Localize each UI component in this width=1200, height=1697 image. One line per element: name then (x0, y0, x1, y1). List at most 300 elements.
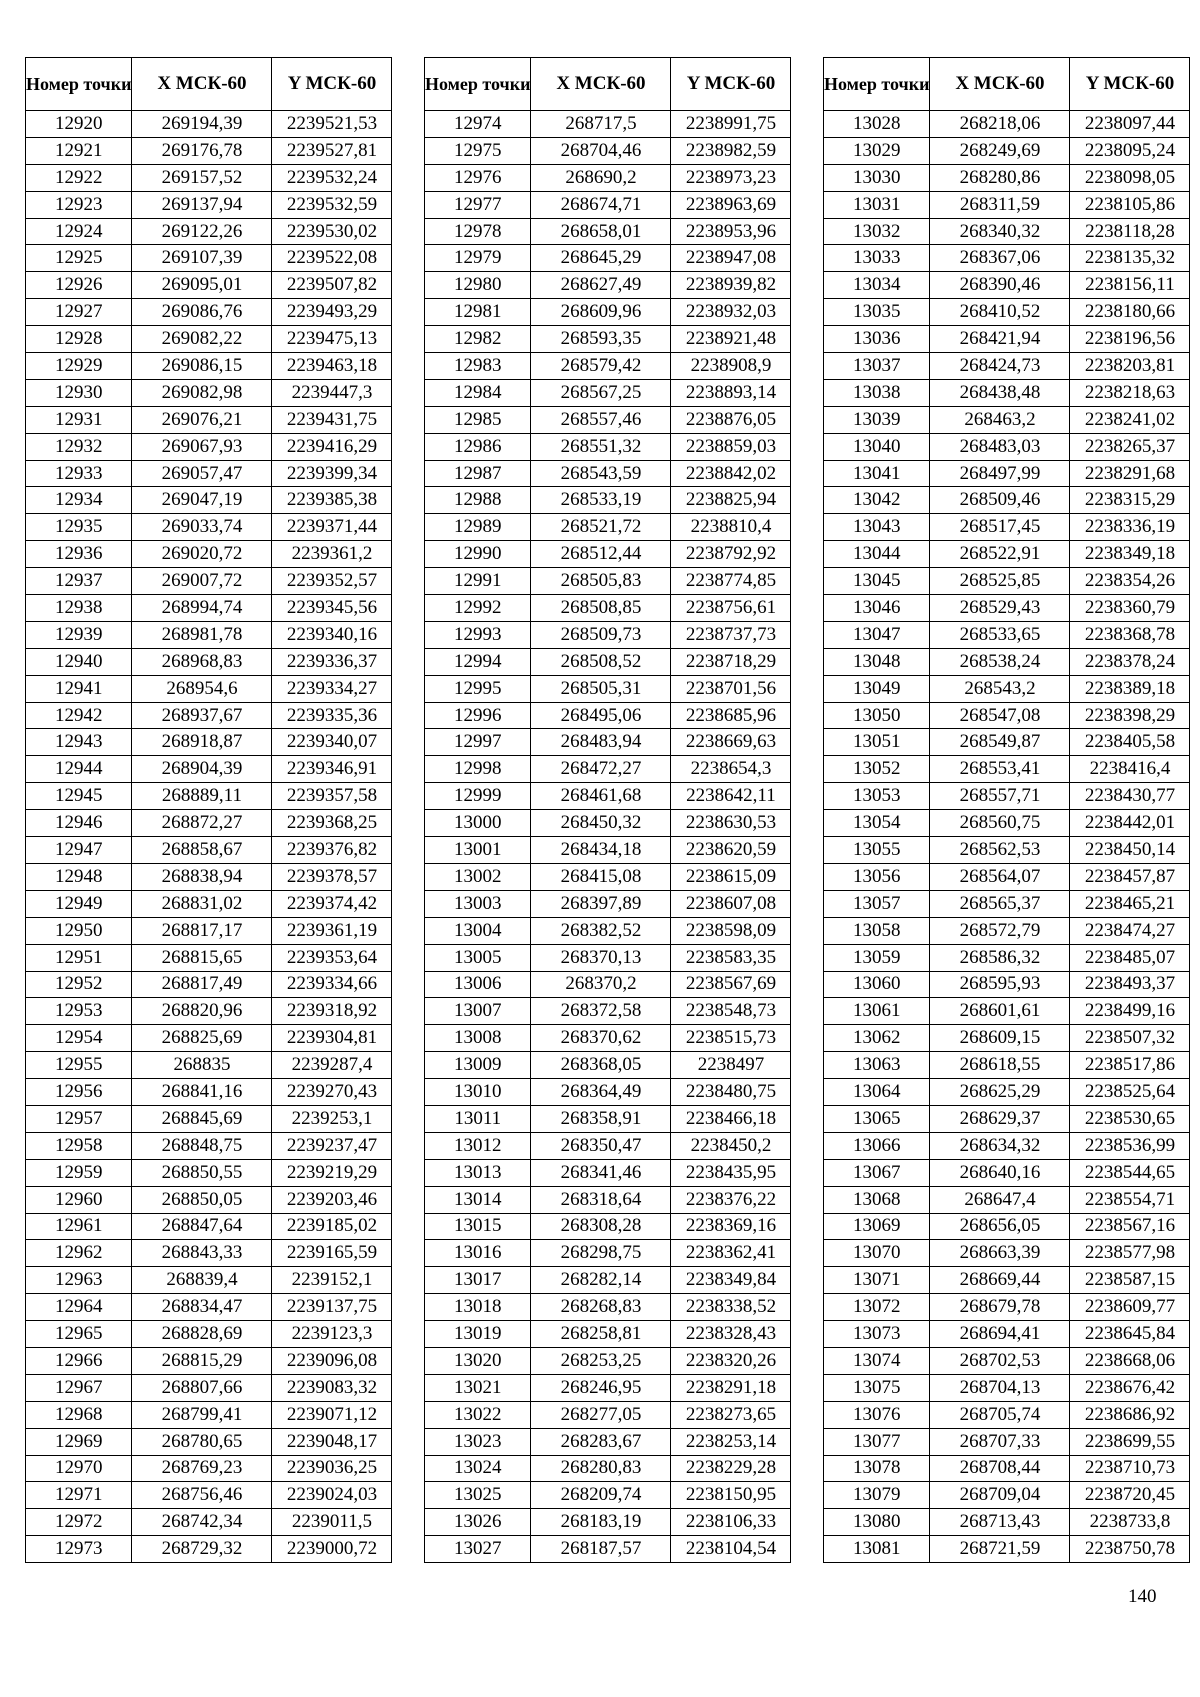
point-number-cell: 12957 (26, 1105, 132, 1132)
table-row (26, 595, 392, 622)
point-number-cell: 12956 (26, 1079, 132, 1106)
x-coordinate-cell: 268370,62 (531, 1025, 671, 1052)
point-number-cell: 13048 (824, 648, 930, 675)
x-coordinate-cell: 269157,52 (132, 164, 272, 191)
point-number-cell: 12980 (425, 272, 531, 299)
table-row (824, 1025, 1190, 1052)
y-coordinate-cell: 2239371,44 (272, 514, 392, 541)
table-row (824, 944, 1190, 971)
table-row (824, 1213, 1190, 1240)
y-coordinate-cell: 2239399,34 (272, 460, 392, 487)
column-header-y: Y МСК-60 (671, 58, 791, 111)
table-row (26, 1052, 392, 1079)
point-number-cell: 13036 (824, 326, 930, 353)
x-coordinate-cell: 268183,19 (531, 1509, 671, 1536)
y-coordinate-cell: 2238416,4 (1070, 756, 1190, 783)
point-number-cell: 12931 (26, 406, 132, 433)
y-coordinate-cell: 2238474,27 (1070, 917, 1190, 944)
x-coordinate-cell: 268918,87 (132, 729, 272, 756)
table-row (824, 1374, 1190, 1401)
y-coordinate-cell: 2238218,63 (1070, 379, 1190, 406)
y-coordinate-cell: 2238450,2 (671, 1132, 791, 1159)
point-number-cell: 12963 (26, 1267, 132, 1294)
x-coordinate-cell: 268799,41 (132, 1401, 272, 1428)
y-coordinate-cell: 2239463,18 (272, 353, 392, 380)
y-coordinate-cell: 2238480,75 (671, 1079, 791, 1106)
y-coordinate-cell: 2238095,24 (1070, 137, 1190, 164)
point-number-cell: 12960 (26, 1186, 132, 1213)
point-number-cell: 13034 (824, 272, 930, 299)
point-number-cell: 13073 (824, 1321, 930, 1348)
y-coordinate-cell: 2238229,28 (671, 1455, 791, 1482)
x-coordinate-cell: 269122,26 (132, 218, 272, 245)
x-coordinate-cell: 268367,06 (930, 245, 1070, 272)
table-row (26, 1213, 392, 1240)
point-number-cell: 12954 (26, 1025, 132, 1052)
x-coordinate-cell: 268382,52 (531, 917, 671, 944)
y-coordinate-cell: 2238450,14 (1070, 837, 1190, 864)
y-coordinate-cell: 2238156,11 (1070, 272, 1190, 299)
table-row (425, 1132, 791, 1159)
y-coordinate-cell: 2239340,16 (272, 621, 392, 648)
table-row (824, 379, 1190, 406)
x-coordinate-cell: 268679,78 (930, 1294, 1070, 1321)
y-coordinate-cell: 2239270,43 (272, 1079, 392, 1106)
point-number-cell: 12934 (26, 487, 132, 514)
point-number-cell: 13029 (824, 137, 930, 164)
y-coordinate-cell: 2238620,59 (671, 837, 791, 864)
x-coordinate-cell: 268521,72 (531, 514, 671, 541)
y-coordinate-cell: 2239431,75 (272, 406, 392, 433)
table-row (824, 1240, 1190, 1267)
table-row (26, 433, 392, 460)
point-number-cell: 12927 (26, 299, 132, 326)
table-row (26, 971, 392, 998)
point-number-cell: 13039 (824, 406, 930, 433)
point-number-cell: 13059 (824, 944, 930, 971)
point-number-cell: 13008 (425, 1025, 531, 1052)
table-row (425, 191, 791, 218)
y-coordinate-cell: 2239361,19 (272, 917, 392, 944)
point-number-cell: 12991 (425, 568, 531, 595)
point-number-cell: 13014 (425, 1186, 531, 1213)
y-coordinate-cell: 2239447,3 (272, 379, 392, 406)
x-coordinate-cell: 268560,75 (930, 810, 1070, 837)
point-number-cell: 13060 (824, 971, 930, 998)
table-row (425, 917, 791, 944)
table-row (824, 191, 1190, 218)
y-coordinate-cell: 2239532,59 (272, 191, 392, 218)
y-coordinate-cell: 2239237,47 (272, 1132, 392, 1159)
y-coordinate-cell: 2238893,14 (671, 379, 791, 406)
x-coordinate-cell: 268609,15 (930, 1025, 1070, 1052)
table-row (824, 729, 1190, 756)
table-row (425, 1347, 791, 1374)
header-row (824, 58, 1190, 111)
point-number-cell: 13056 (824, 863, 930, 890)
x-coordinate-cell: 268904,39 (132, 756, 272, 783)
x-coordinate-cell: 268268,83 (531, 1294, 671, 1321)
x-coordinate-cell: 268364,49 (531, 1079, 671, 1106)
x-coordinate-cell: 268640,16 (930, 1159, 1070, 1186)
y-coordinate-cell: 2238876,05 (671, 406, 791, 433)
point-number-cell: 13009 (425, 1052, 531, 1079)
x-coordinate-cell: 268209,74 (531, 1482, 671, 1509)
y-coordinate-cell: 2238389,18 (1070, 675, 1190, 702)
x-coordinate-cell: 268674,71 (531, 191, 671, 218)
y-coordinate-cell: 2238457,87 (1070, 863, 1190, 890)
point-number-cell: 13041 (824, 460, 930, 487)
x-coordinate-cell: 268721,59 (930, 1536, 1070, 1563)
y-coordinate-cell: 2238939,82 (671, 272, 791, 299)
y-coordinate-cell: 2239353,64 (272, 944, 392, 971)
point-number-cell: 13054 (824, 810, 930, 837)
point-number-cell: 12925 (26, 245, 132, 272)
y-coordinate-cell: 2238973,23 (671, 164, 791, 191)
table-row (425, 487, 791, 514)
table-row (26, 406, 392, 433)
x-coordinate-cell: 269057,47 (132, 460, 272, 487)
x-coordinate-cell: 268828,69 (132, 1321, 272, 1348)
table-row (425, 299, 791, 326)
point-number-cell: 13023 (425, 1428, 531, 1455)
x-coordinate-cell: 268370,2 (531, 971, 671, 998)
table-row (425, 595, 791, 622)
point-number-cell: 13024 (425, 1455, 531, 1482)
point-number-cell: 13080 (824, 1509, 930, 1536)
table-row (425, 998, 791, 1025)
x-coordinate-cell: 268705,74 (930, 1401, 1070, 1428)
table-row (425, 1321, 791, 1348)
x-coordinate-cell: 268769,23 (132, 1455, 272, 1482)
y-coordinate-cell: 2238710,73 (1070, 1455, 1190, 1482)
point-number-cell: 12998 (425, 756, 531, 783)
point-number-cell: 12978 (425, 218, 531, 245)
table-row (26, 1509, 392, 1536)
point-number-cell: 12995 (425, 675, 531, 702)
x-coordinate-cell: 268835 (132, 1052, 272, 1079)
coordinates-table-2 (424, 57, 791, 1563)
point-number-cell: 12926 (26, 272, 132, 299)
point-number-cell: 13077 (824, 1428, 930, 1455)
y-coordinate-cell: 2238774,85 (671, 568, 791, 595)
y-coordinate-cell: 2238497 (671, 1052, 791, 1079)
point-number-cell: 13075 (824, 1374, 930, 1401)
y-coordinate-cell: 2239527,81 (272, 137, 392, 164)
y-coordinate-cell: 2238642,11 (671, 783, 791, 810)
table-row (26, 863, 392, 890)
y-coordinate-cell: 2238607,08 (671, 890, 791, 917)
table-row (824, 756, 1190, 783)
x-coordinate-cell: 268839,4 (132, 1267, 272, 1294)
y-coordinate-cell: 2238430,77 (1070, 783, 1190, 810)
table-row (425, 675, 791, 702)
point-number-cell: 13016 (425, 1240, 531, 1267)
y-coordinate-cell: 2239253,1 (272, 1105, 392, 1132)
point-number-cell: 13033 (824, 245, 930, 272)
x-coordinate-cell: 268645,29 (531, 245, 671, 272)
point-number-cell: 12952 (26, 971, 132, 998)
table-row (26, 837, 392, 864)
x-coordinate-cell: 268350,47 (531, 1132, 671, 1159)
table-row (26, 1159, 392, 1186)
y-coordinate-cell: 2238668,06 (1070, 1347, 1190, 1374)
point-number-cell: 13050 (824, 702, 930, 729)
point-number-cell: 12928 (26, 326, 132, 353)
x-coordinate-cell: 268845,69 (132, 1105, 272, 1132)
point-number-cell: 12988 (425, 487, 531, 514)
point-number-cell: 13038 (824, 379, 930, 406)
x-coordinate-cell: 268954,6 (132, 675, 272, 702)
header-row (425, 58, 791, 111)
x-coordinate-cell: 269176,78 (132, 137, 272, 164)
point-number-cell: 12984 (425, 379, 531, 406)
x-coordinate-cell: 268557,71 (930, 783, 1070, 810)
table-row (824, 783, 1190, 810)
point-number-cell: 13001 (425, 837, 531, 864)
y-coordinate-cell: 2239532,24 (272, 164, 392, 191)
y-coordinate-cell: 2239378,57 (272, 863, 392, 890)
table-row (824, 218, 1190, 245)
table-row (26, 487, 392, 514)
x-coordinate-cell: 268717,5 (531, 111, 671, 138)
y-coordinate-cell: 2239357,58 (272, 783, 392, 810)
table-row (824, 1267, 1190, 1294)
point-number-cell: 13074 (824, 1347, 930, 1374)
table-row (824, 326, 1190, 353)
point-number-cell: 12936 (26, 541, 132, 568)
point-number-cell: 12997 (425, 729, 531, 756)
y-coordinate-cell: 2238328,43 (671, 1321, 791, 1348)
x-coordinate-cell: 268543,59 (531, 460, 671, 487)
point-number-cell: 12945 (26, 783, 132, 810)
table-row (26, 675, 392, 702)
table-row (824, 998, 1190, 1025)
table-row (425, 1105, 791, 1132)
point-number-cell: 13069 (824, 1213, 930, 1240)
x-coordinate-cell: 268567,25 (531, 379, 671, 406)
x-coordinate-cell: 268434,18 (531, 837, 671, 864)
table-row (824, 111, 1190, 138)
x-coordinate-cell: 268564,07 (930, 863, 1070, 890)
y-coordinate-cell: 2238583,35 (671, 944, 791, 971)
y-coordinate-cell: 2239219,29 (272, 1159, 392, 1186)
x-coordinate-cell: 268702,53 (930, 1347, 1070, 1374)
table-row (425, 164, 791, 191)
point-number-cell: 12974 (425, 111, 531, 138)
y-coordinate-cell: 2238921,48 (671, 326, 791, 353)
table-row (824, 245, 1190, 272)
table-row (26, 326, 392, 353)
table-row (824, 1347, 1190, 1374)
x-coordinate-cell: 268282,14 (531, 1267, 671, 1294)
table-row (824, 648, 1190, 675)
x-coordinate-cell: 268472,27 (531, 756, 671, 783)
point-number-cell: 13081 (824, 1536, 930, 1563)
x-coordinate-cell: 268415,08 (531, 863, 671, 890)
x-coordinate-cell: 268820,96 (132, 998, 272, 1025)
point-number-cell: 12937 (26, 568, 132, 595)
point-number-cell: 13006 (425, 971, 531, 998)
point-number-cell: 12958 (26, 1132, 132, 1159)
table-row (824, 810, 1190, 837)
x-coordinate-cell: 269076,21 (132, 406, 272, 433)
table-row (425, 944, 791, 971)
y-coordinate-cell: 2238104,54 (671, 1536, 791, 1563)
point-number-cell: 13022 (425, 1401, 531, 1428)
point-number-cell: 13003 (425, 890, 531, 917)
table-row (26, 541, 392, 568)
y-coordinate-cell: 2238196,56 (1070, 326, 1190, 353)
point-number-cell: 12940 (26, 648, 132, 675)
table-row (26, 1025, 392, 1052)
y-coordinate-cell: 2238750,78 (1070, 1536, 1190, 1563)
table-row (425, 1159, 791, 1186)
table-row (425, 1186, 791, 1213)
point-number-cell: 12947 (26, 837, 132, 864)
x-coordinate-cell: 268553,41 (930, 756, 1070, 783)
x-coordinate-cell: 268656,05 (930, 1213, 1070, 1240)
x-coordinate-cell: 268586,32 (930, 944, 1070, 971)
table-row (824, 1186, 1190, 1213)
table-row (425, 1536, 791, 1563)
x-coordinate-cell: 268497,99 (930, 460, 1070, 487)
point-number-cell: 12992 (425, 595, 531, 622)
y-coordinate-cell: 2238567,69 (671, 971, 791, 998)
y-coordinate-cell: 2238338,52 (671, 1294, 791, 1321)
point-number-cell: 13012 (425, 1132, 531, 1159)
y-coordinate-cell: 2238150,95 (671, 1482, 791, 1509)
x-coordinate-cell: 269082,98 (132, 379, 272, 406)
table-row (824, 1105, 1190, 1132)
table-row (26, 218, 392, 245)
x-coordinate-cell: 268690,2 (531, 164, 671, 191)
y-coordinate-cell: 2239334,27 (272, 675, 392, 702)
table-row (824, 1509, 1190, 1536)
y-coordinate-cell: 2238354,26 (1070, 568, 1190, 595)
table-row (26, 299, 392, 326)
point-number-cell: 13079 (824, 1482, 930, 1509)
y-coordinate-cell: 2238544,65 (1070, 1159, 1190, 1186)
point-number-cell: 13044 (824, 541, 930, 568)
y-coordinate-cell: 2238567,16 (1070, 1213, 1190, 1240)
y-coordinate-cell: 2239123,3 (272, 1321, 392, 1348)
x-coordinate-cell: 268538,24 (930, 648, 1070, 675)
point-number-cell: 13071 (824, 1267, 930, 1294)
table-row (425, 218, 791, 245)
point-number-cell: 13020 (425, 1347, 531, 1374)
y-coordinate-cell: 2238493,37 (1070, 971, 1190, 998)
y-coordinate-cell: 2239346,91 (272, 756, 392, 783)
y-coordinate-cell: 2239304,81 (272, 1025, 392, 1052)
y-coordinate-cell: 2238720,45 (1070, 1482, 1190, 1509)
x-coordinate-cell: 268709,04 (930, 1482, 1070, 1509)
y-coordinate-cell: 2239287,4 (272, 1052, 392, 1079)
x-coordinate-cell: 268562,53 (930, 837, 1070, 864)
y-coordinate-cell: 2238686,92 (1070, 1401, 1190, 1428)
point-number-cell: 12977 (425, 191, 531, 218)
y-coordinate-cell: 2238609,77 (1070, 1294, 1190, 1321)
x-coordinate-cell: 268370,13 (531, 944, 671, 971)
x-coordinate-cell: 268850,05 (132, 1186, 272, 1213)
point-number-cell: 12969 (26, 1428, 132, 1455)
x-coordinate-cell: 268807,66 (132, 1374, 272, 1401)
table-row (26, 944, 392, 971)
table-row (425, 111, 791, 138)
point-number-cell: 13030 (824, 164, 930, 191)
table-row (26, 998, 392, 1025)
point-number-cell: 13004 (425, 917, 531, 944)
table-row (824, 353, 1190, 380)
y-coordinate-cell: 2239340,07 (272, 729, 392, 756)
y-coordinate-cell: 2239521,53 (272, 111, 392, 138)
x-coordinate-cell: 269095,01 (132, 272, 272, 299)
table-row (425, 890, 791, 917)
x-coordinate-cell: 268994,74 (132, 595, 272, 622)
table-row (26, 1536, 392, 1563)
table-row (26, 1321, 392, 1348)
table-row (425, 971, 791, 998)
x-coordinate-cell: 268410,52 (930, 299, 1070, 326)
column-header-y: Y МСК-60 (1070, 58, 1190, 111)
point-number-cell: 12964 (26, 1294, 132, 1321)
table-row (824, 1482, 1190, 1509)
x-coordinate-cell: 269033,74 (132, 514, 272, 541)
point-number-cell: 13058 (824, 917, 930, 944)
column-header-point-number: Номер точки (26, 58, 132, 111)
y-coordinate-cell: 2238368,78 (1070, 621, 1190, 648)
table-row (425, 1079, 791, 1106)
point-number-cell: 13078 (824, 1455, 930, 1482)
table-row (824, 1428, 1190, 1455)
table-row (425, 1374, 791, 1401)
point-number-cell: 13042 (824, 487, 930, 514)
x-coordinate-cell: 268372,58 (531, 998, 671, 1025)
y-coordinate-cell: 2239345,56 (272, 595, 392, 622)
x-coordinate-cell: 268817,17 (132, 917, 272, 944)
x-coordinate-cell: 268512,44 (531, 541, 671, 568)
y-coordinate-cell: 2239522,08 (272, 245, 392, 272)
table-row (26, 272, 392, 299)
point-number-cell: 12946 (26, 810, 132, 837)
y-coordinate-cell: 2238265,37 (1070, 433, 1190, 460)
x-coordinate-cell: 268509,73 (531, 621, 671, 648)
table-row (425, 1213, 791, 1240)
x-coordinate-cell: 268340,32 (930, 218, 1070, 245)
x-coordinate-cell: 268595,93 (930, 971, 1070, 998)
table-row (425, 1052, 791, 1079)
table-row (425, 326, 791, 353)
x-coordinate-cell: 268424,73 (930, 353, 1070, 380)
point-number-cell: 12922 (26, 164, 132, 191)
table-row (824, 541, 1190, 568)
point-number-cell: 13070 (824, 1240, 930, 1267)
x-coordinate-cell: 268707,33 (930, 1428, 1070, 1455)
table-row (26, 191, 392, 218)
point-number-cell: 12929 (26, 353, 132, 380)
y-coordinate-cell: 2238507,32 (1070, 1025, 1190, 1052)
table-row (425, 702, 791, 729)
y-coordinate-cell: 2238615,09 (671, 863, 791, 890)
y-coordinate-cell: 2238587,15 (1070, 1267, 1190, 1294)
table-row (824, 890, 1190, 917)
y-coordinate-cell: 2238825,94 (671, 487, 791, 514)
table-row (425, 863, 791, 890)
table-row (425, 837, 791, 864)
x-coordinate-cell: 268533,19 (531, 487, 671, 514)
y-coordinate-cell: 2238645,84 (1070, 1321, 1190, 1348)
y-coordinate-cell: 2238098,05 (1070, 164, 1190, 191)
